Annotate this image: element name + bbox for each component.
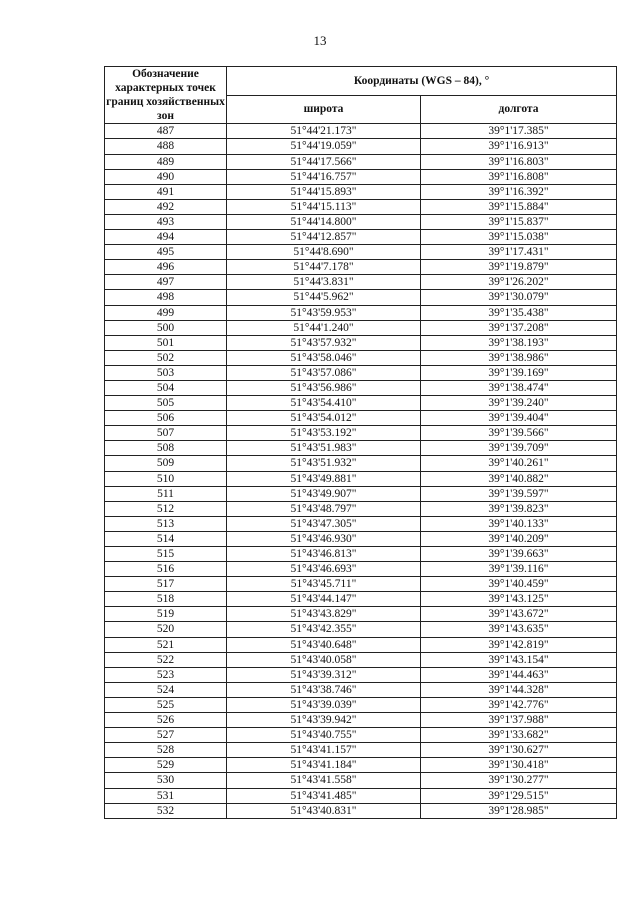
table-row — [105, 139, 617, 154]
longitude-cell: 39°1'44.463" — [421, 667, 617, 682]
table-row — [105, 471, 617, 486]
latitude-cell: 51°43'49.881" — [227, 471, 421, 486]
longitude-cell: 39°1'17.431" — [421, 245, 617, 260]
point-id-cell: 513 — [105, 516, 227, 531]
point-id-cell: 507 — [105, 426, 227, 441]
longitude-cell: 39°1'39.663" — [421, 547, 617, 562]
longitude-cell: 39°1'40.261" — [421, 456, 617, 471]
point-id-cell: 491 — [105, 184, 227, 199]
longitude-cell: 39°1'39.404" — [421, 411, 617, 426]
coordinates-header: Координаты (WGS – 84), ° — [227, 67, 617, 96]
point-id-cell: 524 — [105, 682, 227, 697]
point-id-cell: 516 — [105, 562, 227, 577]
latitude-cell: 51°43'42.355" — [227, 622, 421, 637]
table-row — [105, 758, 617, 773]
longitude-cell: 39°1'38.193" — [421, 335, 617, 350]
latitude-cell: 51°43'40.058" — [227, 652, 421, 667]
latitude-cell: 51°43'45.711" — [227, 577, 421, 592]
longitude-cell: 39°1'16.913" — [421, 139, 617, 154]
point-id-cell: 488 — [105, 139, 227, 154]
table-row — [105, 230, 617, 245]
latitude-cell: 51°43'40.648" — [227, 637, 421, 652]
latitude-cell: 51°43'46.813" — [227, 547, 421, 562]
latitude-cell: 51°43'58.046" — [227, 350, 421, 365]
table-row — [105, 124, 617, 139]
latitude-cell: 51°43'38.746" — [227, 682, 421, 697]
longitude-cell: 39°1'39.169" — [421, 365, 617, 380]
point-id-cell: 496 — [105, 260, 227, 275]
table-row — [105, 199, 617, 214]
point-id-cell: 505 — [105, 396, 227, 411]
point-id-cell: 506 — [105, 411, 227, 426]
longitude-cell: 39°1'37.988" — [421, 713, 617, 728]
table-row — [105, 577, 617, 592]
latitude-cell: 51°43'51.983" — [227, 441, 421, 456]
point-id-cell: 512 — [105, 501, 227, 516]
point-id-cell: 515 — [105, 547, 227, 562]
table-row — [105, 697, 617, 712]
point-id-cell: 519 — [105, 607, 227, 622]
page-number: 13 — [313, 33, 327, 48]
longitude-cell: 39°1'37.208" — [421, 320, 617, 335]
longitude-cell: 39°1'19.879" — [421, 260, 617, 275]
longitude-cell: 39°1'16.803" — [421, 154, 617, 169]
table-row — [105, 516, 617, 531]
longitude-cell: 39°1'39.240" — [421, 396, 617, 411]
table-row — [105, 260, 617, 275]
latitude-cell: 51°43'46.693" — [227, 562, 421, 577]
table-row — [105, 743, 617, 758]
longitude-cell: 39°1'15.038" — [421, 230, 617, 245]
longitude-cell: 39°1'39.566" — [421, 426, 617, 441]
point-id-cell: 503 — [105, 365, 227, 380]
point-id-cell: 508 — [105, 441, 227, 456]
longitude-cell: 39°1'40.882" — [421, 471, 617, 486]
longitude-cell: 39°1'26.202" — [421, 275, 617, 290]
longitude-cell: 39°1'30.418" — [421, 758, 617, 773]
latitude-cell: 51°43'41.485" — [227, 788, 421, 803]
longitude-cell: 39°1'33.682" — [421, 728, 617, 743]
point-id-cell: 520 — [105, 622, 227, 637]
latitude-cell: 51°44'5.962" — [227, 290, 421, 305]
latitude-cell: 51°44'12.857" — [227, 230, 421, 245]
point-id-cell: 494 — [105, 230, 227, 245]
zone-points-header: Обозначение характерных точек границ хозяйственных зон — [106, 68, 225, 123]
point-id-cell: 526 — [105, 713, 227, 728]
point-id-cell: 487 — [105, 124, 227, 139]
latitude-cell: 51°44'3.831" — [227, 275, 421, 290]
point-id-cell: 495 — [105, 245, 227, 260]
longitude-cell: 39°1'43.125" — [421, 592, 617, 607]
coordinates-table — [104, 66, 617, 819]
longitude-cell: 39°1'44.328" — [421, 682, 617, 697]
table-row — [105, 350, 617, 365]
point-id-cell: 509 — [105, 456, 227, 471]
longitude-cell: 39°1'39.823" — [421, 501, 617, 516]
latitude-cell: 51°43'57.932" — [227, 335, 421, 350]
longitude-header: долгота — [421, 95, 617, 124]
point-id-cell: 497 — [105, 275, 227, 290]
latitude-cell: 51°43'41.157" — [227, 743, 421, 758]
latitude-cell: 51°44'21.173" — [227, 124, 421, 139]
longitude-cell: 39°1'16.808" — [421, 169, 617, 184]
table-row — [105, 365, 617, 380]
longitude-cell: 39°1'43.635" — [421, 622, 617, 637]
longitude-cell: 39°1'39.116" — [421, 562, 617, 577]
longitude-cell: 39°1'35.438" — [421, 305, 617, 320]
table-row — [105, 154, 617, 169]
table-row — [105, 788, 617, 803]
table-row — [105, 169, 617, 184]
longitude-cell: 39°1'38.474" — [421, 380, 617, 395]
point-id-cell: 499 — [105, 305, 227, 320]
table-row — [105, 592, 617, 607]
point-id-cell: 489 — [105, 154, 227, 169]
longitude-cell: 39°1'39.597" — [421, 486, 617, 501]
coordinates-body — [105, 124, 617, 818]
table-row — [105, 652, 617, 667]
table-row — [105, 531, 617, 546]
longitude-cell: 39°1'17.385" — [421, 124, 617, 139]
longitude-cell: 39°1'16.392" — [421, 184, 617, 199]
table-row — [105, 486, 617, 501]
latitude-cell: 51°44'17.566" — [227, 154, 421, 169]
latitude-cell: 51°43'54.012" — [227, 411, 421, 426]
longitude-cell: 39°1'40.459" — [421, 577, 617, 592]
table-row — [105, 411, 617, 426]
latitude-cell: 51°44'15.113" — [227, 199, 421, 214]
latitude-cell: 51°44'19.059" — [227, 139, 421, 154]
longitude-cell: 39°1'15.837" — [421, 214, 617, 229]
table-row — [105, 396, 617, 411]
point-id-cell: 502 — [105, 350, 227, 365]
point-id-cell: 511 — [105, 486, 227, 501]
longitude-cell: 39°1'43.672" — [421, 607, 617, 622]
point-id-cell: 521 — [105, 637, 227, 652]
longitude-cell: 39°1'40.133" — [421, 516, 617, 531]
table-row — [105, 682, 617, 697]
table-row — [105, 426, 617, 441]
point-id-cell: 504 — [105, 380, 227, 395]
point-id-cell: 517 — [105, 577, 227, 592]
latitude-cell: 51°43'39.942" — [227, 713, 421, 728]
table-row — [105, 275, 617, 290]
latitude-cell: 51°43'56.986" — [227, 380, 421, 395]
longitude-cell: 39°1'28.985" — [421, 803, 617, 818]
table-row — [105, 441, 617, 456]
table-row — [105, 320, 617, 335]
latitude-header: широта — [227, 95, 421, 124]
table-row — [105, 547, 617, 562]
point-id-cell: 514 — [105, 531, 227, 546]
table-row — [105, 637, 617, 652]
longitude-cell: 39°1'42.819" — [421, 637, 617, 652]
latitude-cell: 51°44'16.757" — [227, 169, 421, 184]
table-row — [105, 214, 617, 229]
table-row — [105, 380, 617, 395]
table-row — [105, 305, 617, 320]
table-row — [105, 184, 617, 199]
latitude-cell: 51°43'44.147" — [227, 592, 421, 607]
table-row — [105, 290, 617, 305]
latitude-cell: 51°43'47.305" — [227, 516, 421, 531]
longitude-cell: 39°1'15.884" — [421, 199, 617, 214]
point-id-cell: 490 — [105, 169, 227, 184]
point-id-cell: 523 — [105, 667, 227, 682]
latitude-cell: 51°43'54.410" — [227, 396, 421, 411]
point-id-cell: 498 — [105, 290, 227, 305]
latitude-cell: 51°43'49.907" — [227, 486, 421, 501]
latitude-cell: 51°43'51.932" — [227, 456, 421, 471]
point-id-cell: 522 — [105, 652, 227, 667]
point-id-cell: 528 — [105, 743, 227, 758]
latitude-cell: 51°43'48.797" — [227, 501, 421, 516]
longitude-cell: 39°1'30.079" — [421, 290, 617, 305]
point-id-cell: 500 — [105, 320, 227, 335]
point-id-cell: 501 — [105, 335, 227, 350]
latitude-cell: 51°44'15.893" — [227, 184, 421, 199]
table-row — [105, 713, 617, 728]
longitude-cell: 39°1'29.515" — [421, 788, 617, 803]
latitude-cell: 51°44'7.178" — [227, 260, 421, 275]
longitude-cell: 39°1'30.627" — [421, 743, 617, 758]
longitude-cell: 39°1'39.709" — [421, 441, 617, 456]
longitude-cell: 39°1'38.986" — [421, 350, 617, 365]
latitude-cell: 51°43'46.930" — [227, 531, 421, 546]
latitude-cell: 51°44'14.800" — [227, 214, 421, 229]
latitude-cell: 51°44'1.240" — [227, 320, 421, 335]
table-row — [105, 501, 617, 516]
table-row — [105, 607, 617, 622]
point-id-cell: 531 — [105, 788, 227, 803]
point-id-cell: 525 — [105, 697, 227, 712]
latitude-cell: 51°43'59.953" — [227, 305, 421, 320]
point-id-cell: 492 — [105, 199, 227, 214]
point-id-cell: 529 — [105, 758, 227, 773]
latitude-cell: 51°43'41.184" — [227, 758, 421, 773]
table-row — [105, 562, 617, 577]
latitude-cell: 51°43'39.039" — [227, 697, 421, 712]
point-id-cell: 518 — [105, 592, 227, 607]
latitude-cell: 51°43'39.312" — [227, 667, 421, 682]
latitude-cell: 51°43'53.192" — [227, 426, 421, 441]
point-id-cell: 527 — [105, 728, 227, 743]
point-id-cell: 493 — [105, 214, 227, 229]
point-id-cell: 530 — [105, 773, 227, 788]
table-row — [105, 335, 617, 350]
point-id-cell: 510 — [105, 471, 227, 486]
table-row — [105, 667, 617, 682]
latitude-cell: 51°43'41.558" — [227, 773, 421, 788]
table-row — [105, 456, 617, 471]
longitude-cell: 39°1'42.776" — [421, 697, 617, 712]
latitude-cell: 51°44'8.690" — [227, 245, 421, 260]
latitude-cell: 51°43'43.829" — [227, 607, 421, 622]
point-id-cell: 532 — [105, 803, 227, 818]
longitude-cell: 39°1'30.277" — [421, 773, 617, 788]
table-row — [105, 803, 617, 818]
latitude-cell: 51°43'57.086" — [227, 365, 421, 380]
table-row — [105, 245, 617, 260]
table-row — [105, 728, 617, 743]
longitude-cell: 39°1'43.154" — [421, 652, 617, 667]
latitude-cell: 51°43'40.755" — [227, 728, 421, 743]
table-row — [105, 773, 617, 788]
latitude-cell: 51°43'40.831" — [227, 803, 421, 818]
table-row — [105, 622, 617, 637]
longitude-cell: 39°1'40.209" — [421, 531, 617, 546]
